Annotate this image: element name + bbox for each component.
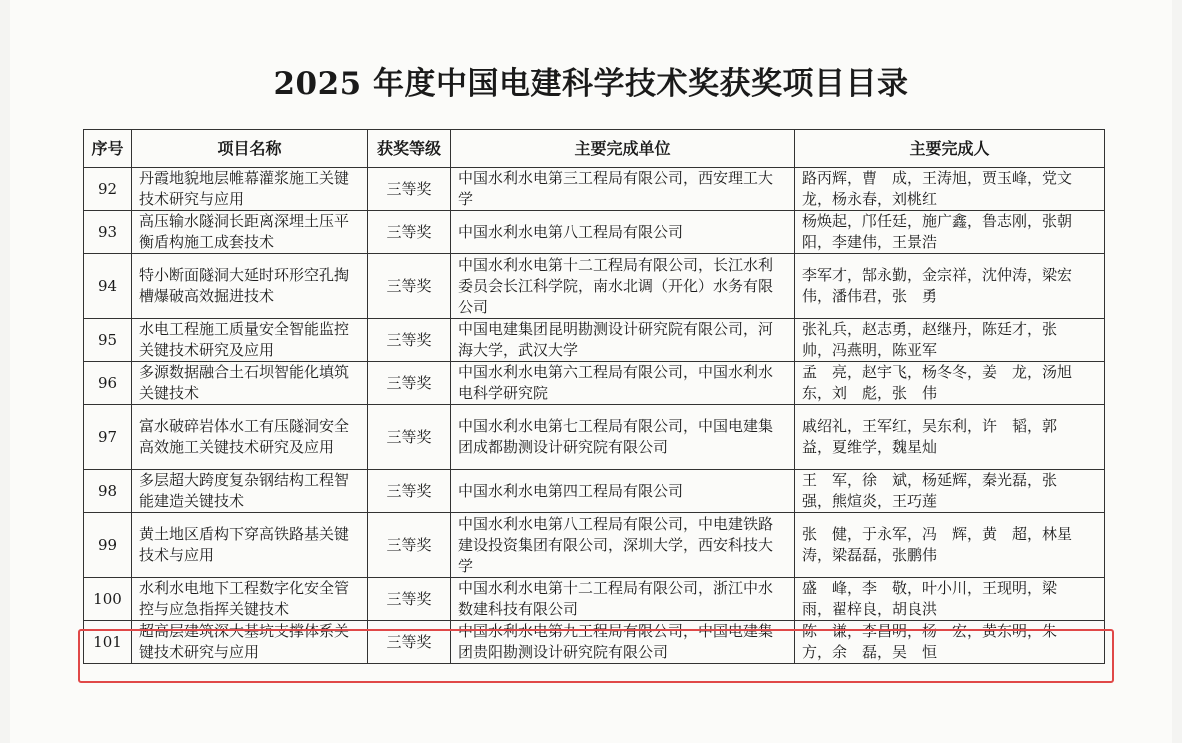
row-seq: 94	[84, 254, 132, 319]
row-level: 三等奖	[368, 362, 451, 405]
row-units: 中国水利水电第八工程局有限公司，中电建铁路建设投资集团有限公司，深圳大学，西安科技大学	[451, 513, 795, 578]
header-seq: 序号	[84, 130, 132, 168]
row-name: 丹霞地貌地层帷幕灌浆施工关键技术研究与应用	[132, 168, 368, 211]
row-name: 多源数据融合土石坝智能化填筑关键技术	[132, 362, 368, 405]
row-people: 李军才，郜永勤，金宗祥，沈仲涛，梁宏伟，潘伟君，张 勇	[795, 254, 1105, 319]
table-row	[84, 405, 1105, 470]
row-units: 中国水利水电第十二工程局有限公司，浙江中水数建科技有限公司	[451, 578, 795, 621]
table-row	[84, 211, 1105, 254]
row-level: 三等奖	[368, 211, 451, 254]
row-level: 三等奖	[368, 578, 451, 621]
row-seq: 95	[84, 319, 132, 362]
row-units: 中国水利水电第八工程局有限公司	[451, 211, 795, 254]
page-title: 2025 年度中国电建科学技术奖获奖项目目录	[273, 66, 909, 102]
table-row	[84, 362, 1105, 405]
table-row	[84, 470, 1105, 513]
row-people: 戚绍礼，王军红，吴东利，许 韬，郭 益，夏维学，魏星灿	[795, 405, 1105, 470]
row-level: 三等奖	[368, 405, 451, 470]
table-row	[84, 621, 1105, 664]
row-name: 黄土地区盾构下穿高铁路基关键技术与应用	[132, 513, 368, 578]
row-seq: 97	[84, 405, 132, 470]
row-people: 杨焕起，邝任廷，施广鑫，鲁志刚，张朝阳，李建伟，王景浩	[795, 211, 1105, 254]
row-people: 陈 谦，李昌明，杨 宏，黄东明，朱 方，余 磊，吴 恒	[795, 621, 1105, 664]
row-name: 超高层建筑深大基坑支撑体系关键技术研究与应用	[132, 621, 368, 664]
row-name: 水利水电地下工程数字化安全管控与应急指挥关键技术	[132, 578, 368, 621]
table-row	[84, 578, 1105, 621]
row-name: 多层超大跨度复杂钢结构工程智能建造关键技术	[132, 470, 368, 513]
row-name: 特小断面隧洞大延时环形空孔掏槽爆破高效掘进技术	[132, 254, 368, 319]
row-people: 路丙辉，曹 成，王涛旭，贾玉峰，党文龙，杨永春，刘桃红	[795, 168, 1105, 211]
row-people: 张礼兵，赵志勇，赵继丹，陈廷才，张 帅，冯燕明，陈亚军	[795, 319, 1105, 362]
table-row	[84, 319, 1105, 362]
row-seq: 100	[84, 578, 132, 621]
header-level: 获奖等级	[368, 130, 451, 168]
row-level: 三等奖	[368, 470, 451, 513]
header-units: 主要完成单位	[451, 130, 795, 168]
row-units: 中国电建集团昆明勘测设计研究院有限公司，河海大学，武汉大学	[451, 319, 795, 362]
row-people: 孟 亮，赵宇飞，杨冬冬，姜 龙，汤旭东，刘 彪，张 伟	[795, 362, 1105, 405]
row-level: 三等奖	[368, 168, 451, 211]
row-units: 中国水利水电第九工程局有限公司，中国电建集团贵阳勘测设计研究院有限公司	[451, 621, 795, 664]
row-people: 张 健，于永军，冯 辉，黄 超，林星涛，梁磊磊，张鹏伟	[795, 513, 1105, 578]
row-level: 三等奖	[368, 621, 451, 664]
header-name: 项目名称	[132, 130, 368, 168]
table-row	[84, 513, 1105, 578]
table-row	[84, 254, 1105, 319]
row-level: 三等奖	[368, 319, 451, 362]
row-seq: 98	[84, 470, 132, 513]
row-seq: 92	[84, 168, 132, 211]
row-seq: 99	[84, 513, 132, 578]
row-units: 中国水利水电第七工程局有限公司，中国电建集团成都勘测设计研究院有限公司	[451, 405, 795, 470]
row-name: 富水破碎岩体水工有压隧洞安全高效施工关键技术研究及应用	[132, 405, 368, 470]
row-name: 水电工程施工质量安全智能监控关键技术研究及应用	[132, 319, 368, 362]
row-people: 王 军，徐 斌，杨延辉，秦光磊，张 强，熊煊炎，王巧莲	[795, 470, 1105, 513]
row-units: 中国水利水电第四工程局有限公司	[451, 470, 795, 513]
row-people: 盛 峰，李 敬，叶小川，王现明，梁 雨，翟梓良，胡良洪	[795, 578, 1105, 621]
award-table	[83, 129, 1105, 664]
row-units: 中国水利水电第三工程局有限公司，西安理工大学	[451, 168, 795, 211]
table-row	[84, 168, 1105, 211]
row-seq: 96	[84, 362, 132, 405]
header-people: 主要完成人	[795, 130, 1105, 168]
row-units: 中国水利水电第六工程局有限公司，中国水利水电科学研究院	[451, 362, 795, 405]
row-name: 高压输水隧洞长距离深埋土压平衡盾构施工成套技术	[132, 211, 368, 254]
row-level: 三等奖	[368, 254, 451, 319]
row-seq: 101	[84, 621, 132, 664]
row-level: 三等奖	[368, 513, 451, 578]
row-units: 中国水利水电第十二工程局有限公司，长江水利委员会长江科学院，南水北调（开化）水务有限公司	[451, 254, 795, 319]
table-header-row	[84, 130, 1105, 168]
row-seq: 93	[84, 211, 132, 254]
